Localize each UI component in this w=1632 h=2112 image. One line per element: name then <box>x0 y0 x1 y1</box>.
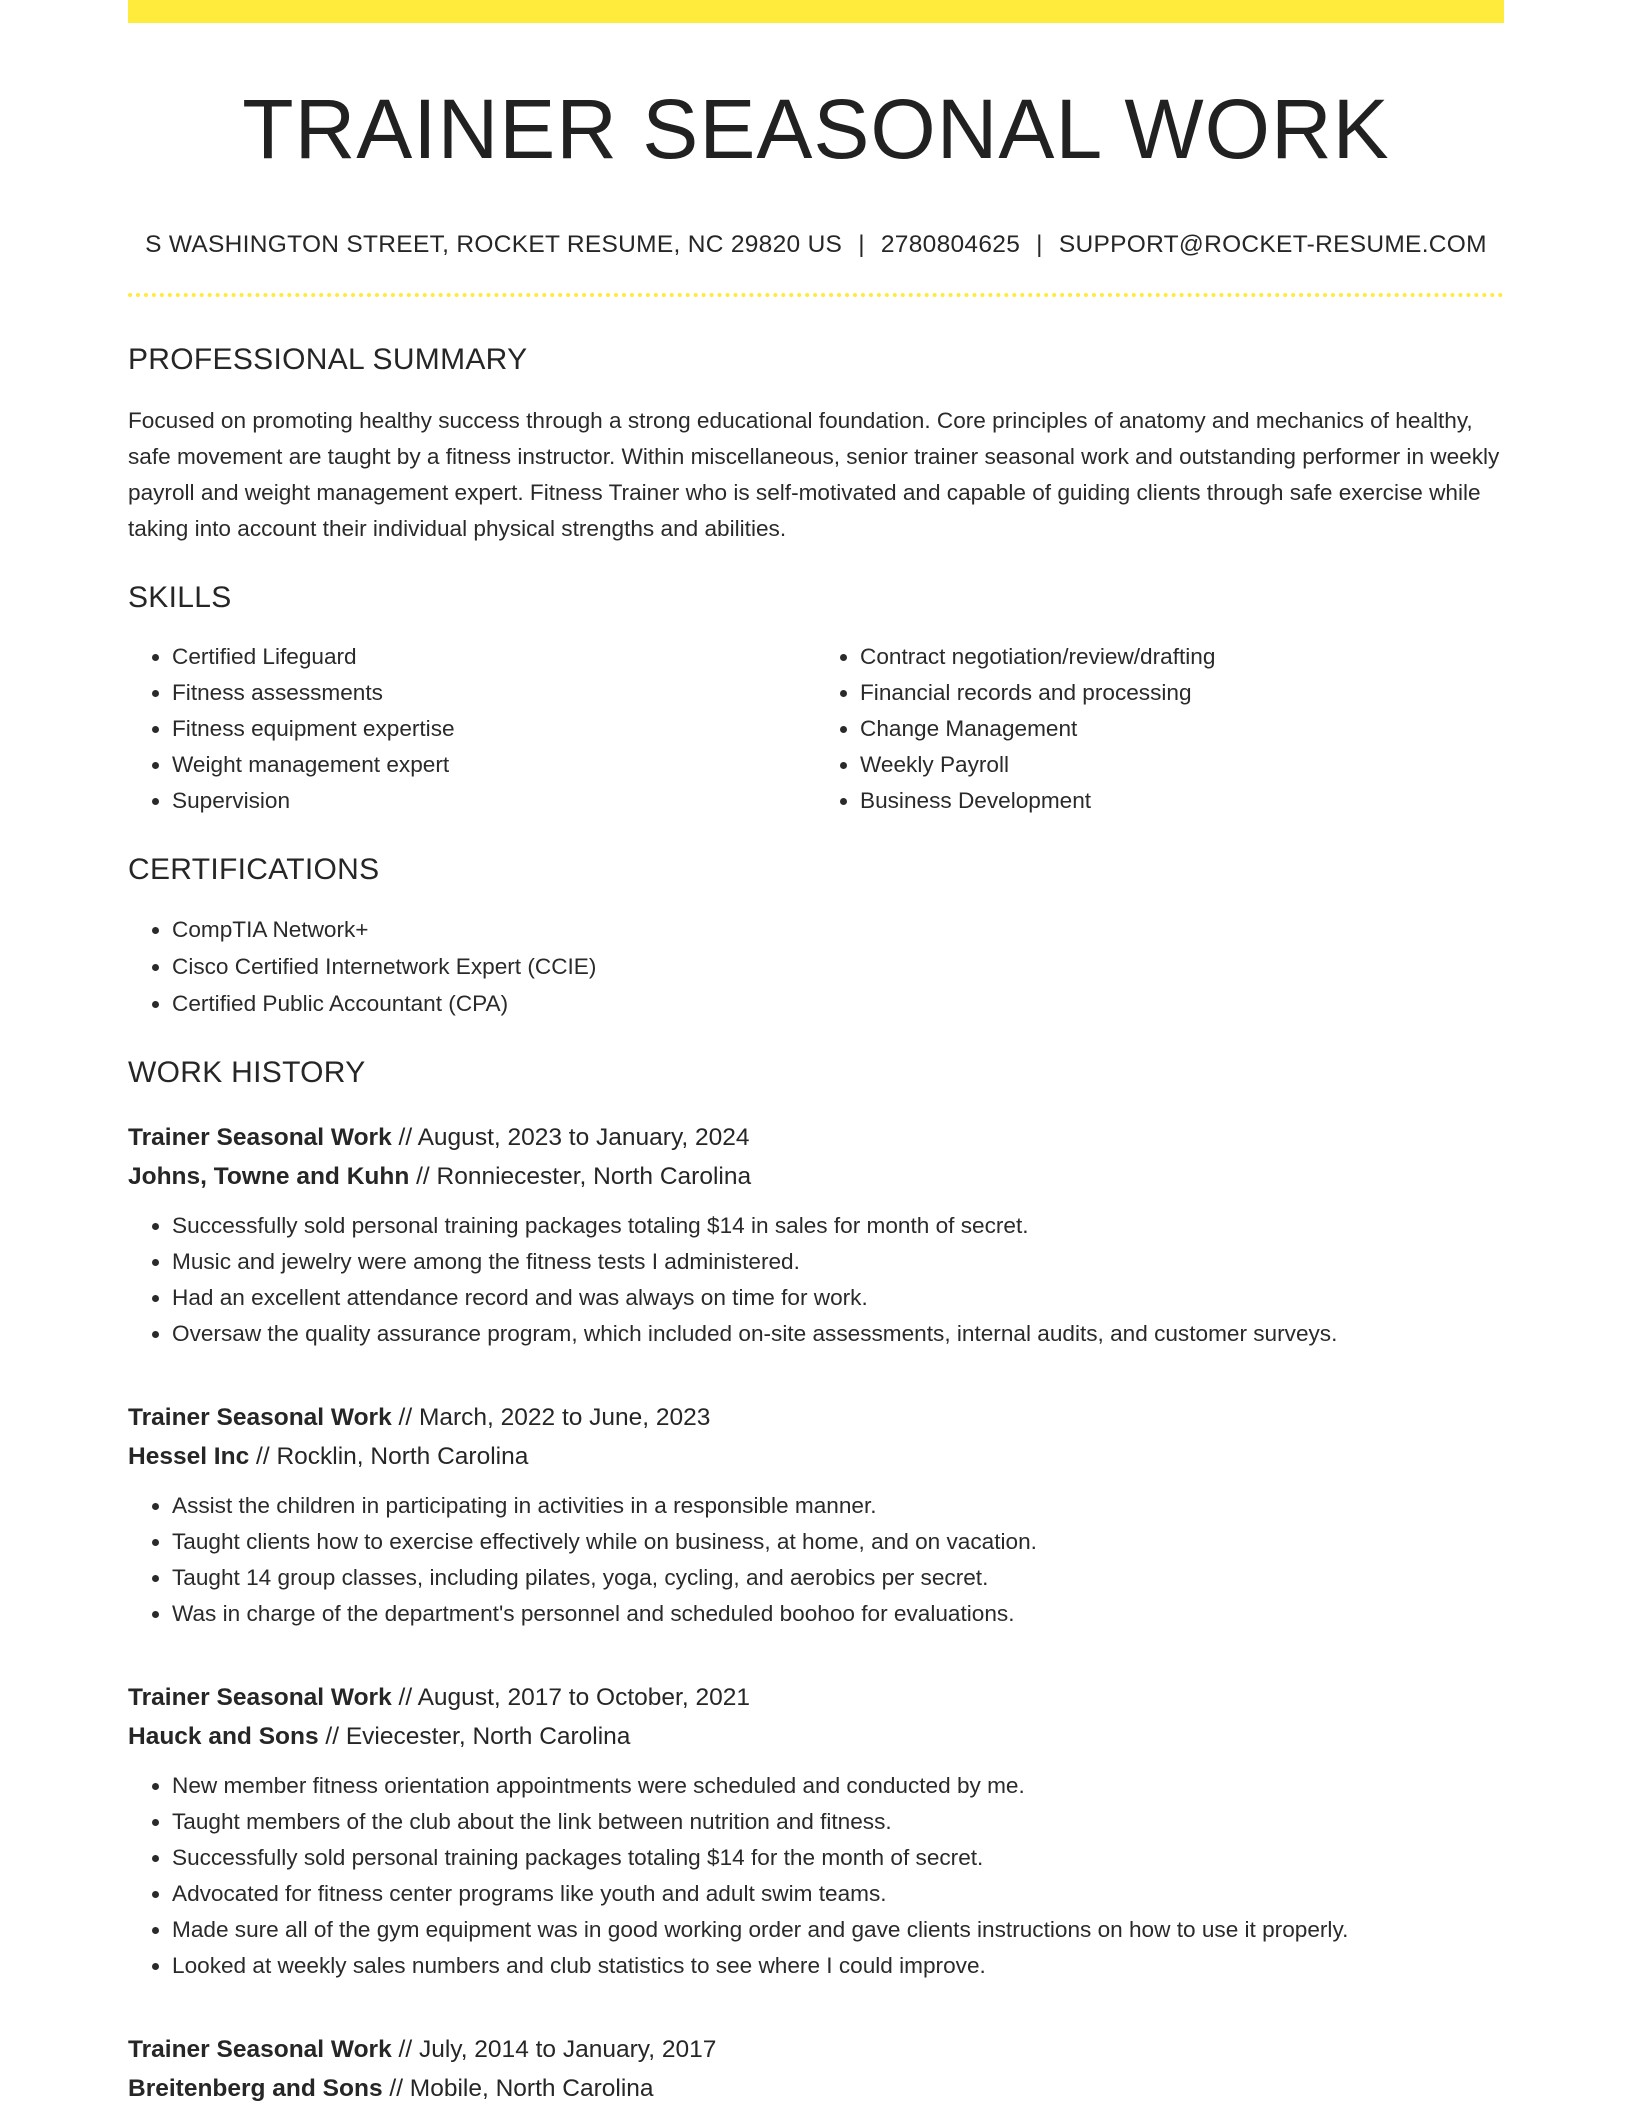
job-location: // Mobile, North Carolina <box>382 2075 654 2103</box>
contact-phone: 2780804625 <box>880 231 1021 259</box>
job-location: // Ronniecester, North Carolina <box>409 1163 752 1191</box>
skill-item: • Contract negotiation/review/drafting <box>860 639 1504 675</box>
skill-item: • Weekly Payroll <box>860 747 1504 783</box>
skills-list-left <box>128 639 816 819</box>
skills-list-right <box>816 639 1504 819</box>
job-dates: // March, 2022 to June, 2023 <box>391 1404 711 1432</box>
job-bullet: • Oversaw the quality assurance program, which included on-site assessments, internal audits, and customer surveys. <box>172 1316 1504 1352</box>
work-history-heading: WORK HISTORY <box>128 1056 366 1090</box>
job-role-line <box>128 1678 1504 1717</box>
job-role-line <box>128 1398 1504 1437</box>
job-bullet: • New member fitness orientation appointments were scheduled and conducted by me. <box>172 1768 1504 1804</box>
job-bullet: • Taught 14 group classes, including pilates, yoga, cycling, and aerobics per secret. <box>172 1560 1504 1596</box>
job-role: Trainer Seasonal Work <box>128 1684 392 1712</box>
job-company-line <box>128 1157 1504 1196</box>
skill-item: • Fitness assessments <box>172 675 816 711</box>
contact-separator: | <box>1036 231 1043 259</box>
certification-item: • CompTIA Network+ <box>172 911 1504 948</box>
job-bullet: • Looked at weekly sales numbers and club statistics to see where I could improve. <box>172 1948 1504 1984</box>
job-company-line <box>128 1437 1504 1476</box>
skill-item: • Fitness equipment expertise <box>172 711 816 747</box>
job-role-line <box>128 1118 1504 1157</box>
summary-text: Focused on promoting healthy success through a strong educational foundation. Core principles of anatomy and mechanics of healthy, safe movement are taught by a fitness instructor. Within miscellaneous, senior trainer seasonal work and outstanding performer in weekly payroll and weight management expert. Fitness Trainer who is self-motivated and capable of guiding clients through safe exercise while taking into account their individual physical strengths and abilities. <box>128 408 1500 542</box>
contact-line <box>128 231 1504 259</box>
job-bullet: • Was in charge of the department's personnel and scheduled boohoo for evaluations. <box>172 1596 1504 1632</box>
job-entry <box>128 2030 1504 2108</box>
job-dates: // July, 2014 to January, 2017 <box>391 2036 717 2064</box>
job-entry <box>128 1398 1504 1632</box>
job-bullet: • Had an excellent attendance record and was always on time for work. <box>172 1280 1504 1316</box>
candidate-name: TRAINER SEASONAL WORK <box>242 82 1390 176</box>
skill-item: • Business Development <box>860 783 1504 819</box>
job-bullet: • Made sure all of the gym equipment was in good working order and gave clients instructions on how to use it properly. <box>172 1912 1504 1948</box>
skill-item: • Supervision <box>172 783 816 819</box>
skill-item: • Certified Lifeguard <box>172 639 816 675</box>
certification-item: • Cisco Certified Internetwork Expert (CCIE) <box>172 948 1504 985</box>
job-bullets <box>128 1208 1504 1352</box>
contact-separator: | <box>858 231 865 259</box>
job-company-line <box>128 1717 1504 1756</box>
job-company: Johns, Towne and Kuhn <box>128 1163 410 1191</box>
job-company: Hauck and Sons <box>128 1723 319 1751</box>
skill-item: • Change Management <box>860 711 1504 747</box>
job-dates: // August, 2017 to October, 2021 <box>391 1684 750 1712</box>
job-bullets <box>128 1488 1504 1632</box>
job-role: Trainer Seasonal Work <box>128 2036 392 2064</box>
certifications-list <box>128 911 1504 1022</box>
skill-item: • Weight management expert <box>172 747 816 783</box>
job-bullet: • Taught clients how to exercise effectively while on business, at home, and on vacation. <box>172 1524 1504 1560</box>
job-company: Breitenberg and Sons <box>128 2075 383 2103</box>
job-dates: // August, 2023 to January, 2024 <box>391 1124 750 1152</box>
certifications-heading: CERTIFICATIONS <box>128 853 380 887</box>
accent-top-bar <box>128 0 1504 23</box>
job-bullet: • Successfully sold personal training packages totaling $14 in sales for month of secret. <box>172 1208 1504 1244</box>
contact-email[interactable]: SUPPORT@ROCKET-RESUME.COM <box>1058 231 1487 259</box>
job-bullet: • Advocated for fitness center programs like youth and adult swim teams. <box>172 1876 1504 1912</box>
dotted-divider <box>128 293 1504 297</box>
job-bullet: • Taught members of the club about the link between nutrition and fitness. <box>172 1804 1504 1840</box>
job-bullet: • Successfully sold personal training packages totaling $14 for the month of secret. <box>172 1840 1504 1876</box>
job-location: // Eviecester, North Carolina <box>318 1723 631 1751</box>
job-bullet: • Music and jewelry were among the fitness tests I administered. <box>172 1244 1504 1280</box>
contact-address: S WASHINGTON STREET, ROCKET RESUME, NC 29820 US <box>145 231 843 259</box>
certification-item: • Certified Public Accountant (CPA) <box>172 985 1504 1022</box>
summary-heading: PROFESSIONAL SUMMARY <box>128 343 528 377</box>
skill-item: • Financial records and processing <box>860 675 1504 711</box>
skills-heading: SKILLS <box>128 581 232 615</box>
job-location: // Rocklin, North Carolina <box>249 1443 529 1471</box>
resume-page <box>128 0 1504 2108</box>
job-role: Trainer Seasonal Work <box>128 1404 392 1432</box>
job-entry <box>128 1118 1504 1352</box>
job-entry <box>128 1678 1504 1984</box>
skills-columns <box>128 639 1504 819</box>
job-bullets <box>128 1768 1504 1984</box>
job-company-line <box>128 2069 1504 2108</box>
job-bullet: • Assist the children in participating in activities in a responsible manner. <box>172 1488 1504 1524</box>
job-role-line <box>128 2030 1504 2069</box>
job-company: Hessel Inc <box>128 1443 250 1471</box>
job-role: Trainer Seasonal Work <box>128 1124 392 1152</box>
